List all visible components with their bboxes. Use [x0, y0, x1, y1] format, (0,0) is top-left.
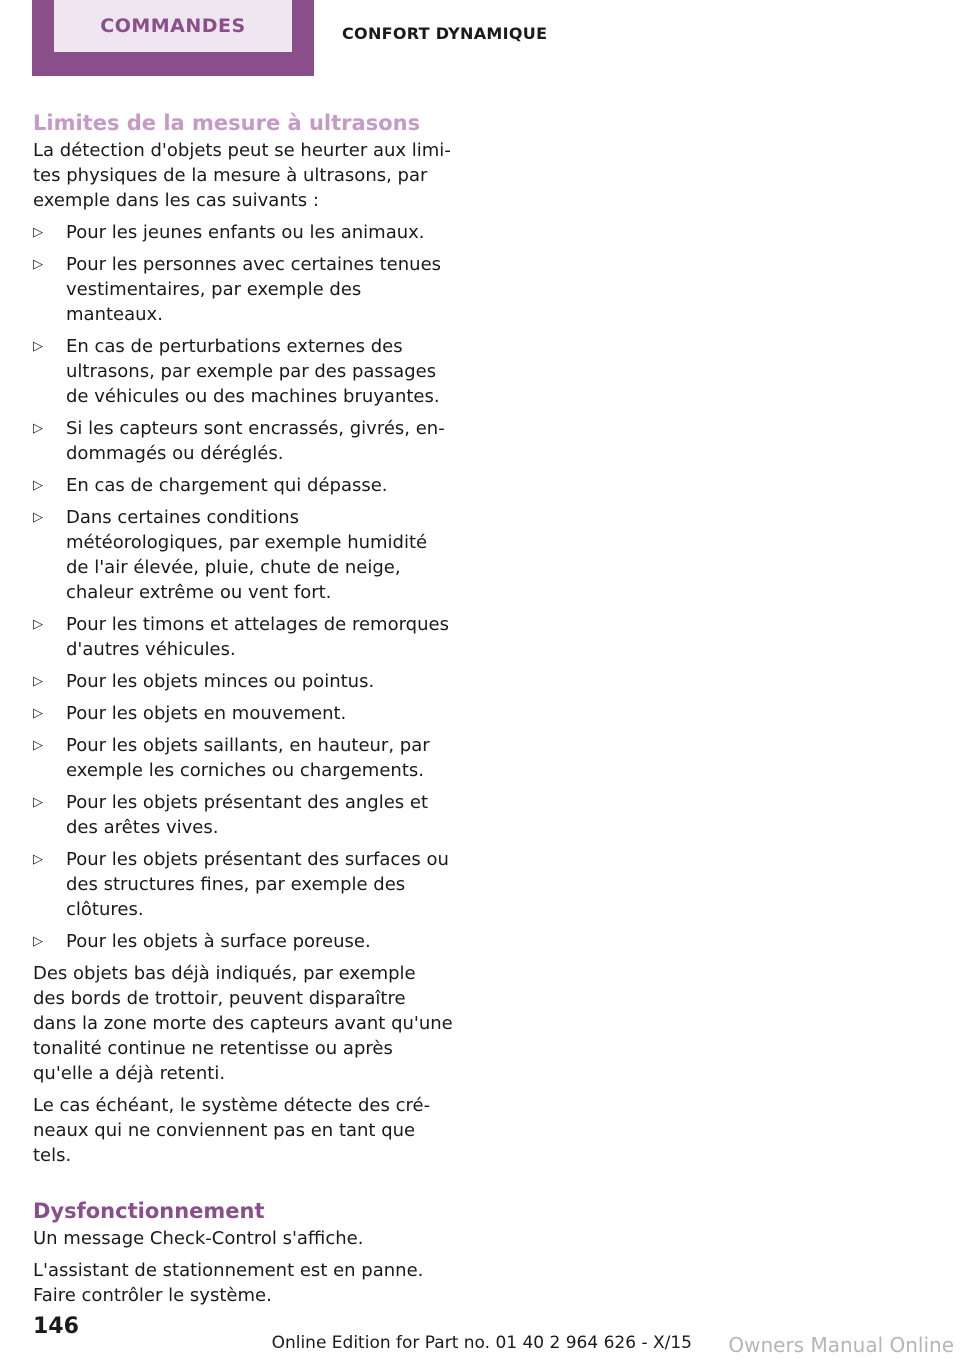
malfunction-paragraph-1: Un message Check-Control s'affiche. [33, 1228, 364, 1249]
list-item: ▷ Pour les objets minces ou pointus. [33, 671, 375, 692]
list-item: ▷ Pour les objets en mouvement. [33, 703, 347, 724]
list-item: ▷ Pour les objets saillants, en hauteur, par exemple les corniches ou chargements. [33, 735, 430, 781]
triangle-right-icon: ▷ [33, 339, 43, 354]
list-item: ▷ Pour les jeunes enfants ou les animaux. [33, 222, 425, 243]
page-number: 146 [33, 1314, 79, 1339]
triangle-right-icon: ▷ [33, 852, 43, 867]
limits-intro: La détection d'objets peut se heurter aux limites physiques de la mesure à ultrasons, par exemple dans les cas suivants : [33, 140, 451, 211]
page-content [33, 108, 453, 1315]
chapter-tab [32, 0, 314, 76]
list-item: ▷ Pour les timons et attelages de remorques d'autres véhicules. [33, 614, 449, 660]
triangle-right-icon: ▷ [33, 617, 43, 632]
limits-list [33, 220, 453, 954]
edition-note: Online Edition for Part no. 01 40 2 964 626 - X/15 [271, 1333, 692, 1353]
section-heading-limits: Limites de la mesure à ultrasons [33, 111, 421, 135]
list-item: ▷ Si les capteurs sont encrassés, givrés, endommagés ou déréglés. [33, 418, 445, 464]
triangle-right-icon: ▷ [33, 934, 43, 949]
list-item: ▷ Pour les personnes avec certaines tenues vestimentaires, par exemple des manteaux. [33, 254, 442, 325]
triangle-right-icon: ▷ [33, 706, 43, 721]
chapter-tab-label: COMMANDES [54, 0, 292, 52]
watermark: Owners Manual Online [728, 1333, 954, 1357]
triangle-right-icon: ▷ [33, 478, 43, 493]
triangle-right-icon: ▷ [33, 225, 43, 240]
list-item: ▷ Pour les objets présentant des surfaces ou des structures fines, par exemple des clôtures. [33, 849, 449, 920]
list-item: ▷ En cas de chargement qui dépasse. [33, 475, 388, 496]
triangle-right-icon: ▷ [33, 738, 43, 753]
triangle-right-icon: ▷ [33, 674, 43, 689]
triangle-right-icon: ▷ [33, 510, 43, 525]
list-item: ▷ Pour les objets à surface poreuse. [33, 931, 371, 952]
malfunction-paragraph-2: L'assistant de stationnement est en panne. Faire contrôler le système. [33, 1260, 424, 1306]
list-item: ▷ En cas de perturbations externes des ultrasons, par exemple par des passages de véhicules ou des machines bruyantes. [33, 336, 440, 407]
triangle-right-icon: ▷ [33, 795, 43, 810]
section-header: CONFORT DYNAMIQUE [342, 24, 548, 43]
list-item: ▷ Dans certaines conditions météorologiques, par exemple humidité de l'air élevée, pluie, chute de neige, chaleur extrême ou vent fort. [33, 507, 428, 603]
limits-paragraph-2: Le cas échéant, le système détecte des créneaux qui ne conviennent pas en tant que tels. [33, 1095, 431, 1166]
triangle-right-icon: ▷ [33, 421, 43, 436]
limits-paragraph-1: Des objets bas déjà indiqués, par exemple des bords de trottoir, peuvent disparaître dans la zone morte des capteurs avant qu'une tonalité continue ne retentisse ou après qu'elle a déjà retenti. [33, 963, 453, 1084]
section-heading-malfunction: Dysfonctionnement [33, 1199, 265, 1223]
list-item: ▷ Pour les objets présentant des angles et des arêtes vives. [33, 792, 429, 838]
triangle-right-icon: ▷ [33, 257, 43, 272]
